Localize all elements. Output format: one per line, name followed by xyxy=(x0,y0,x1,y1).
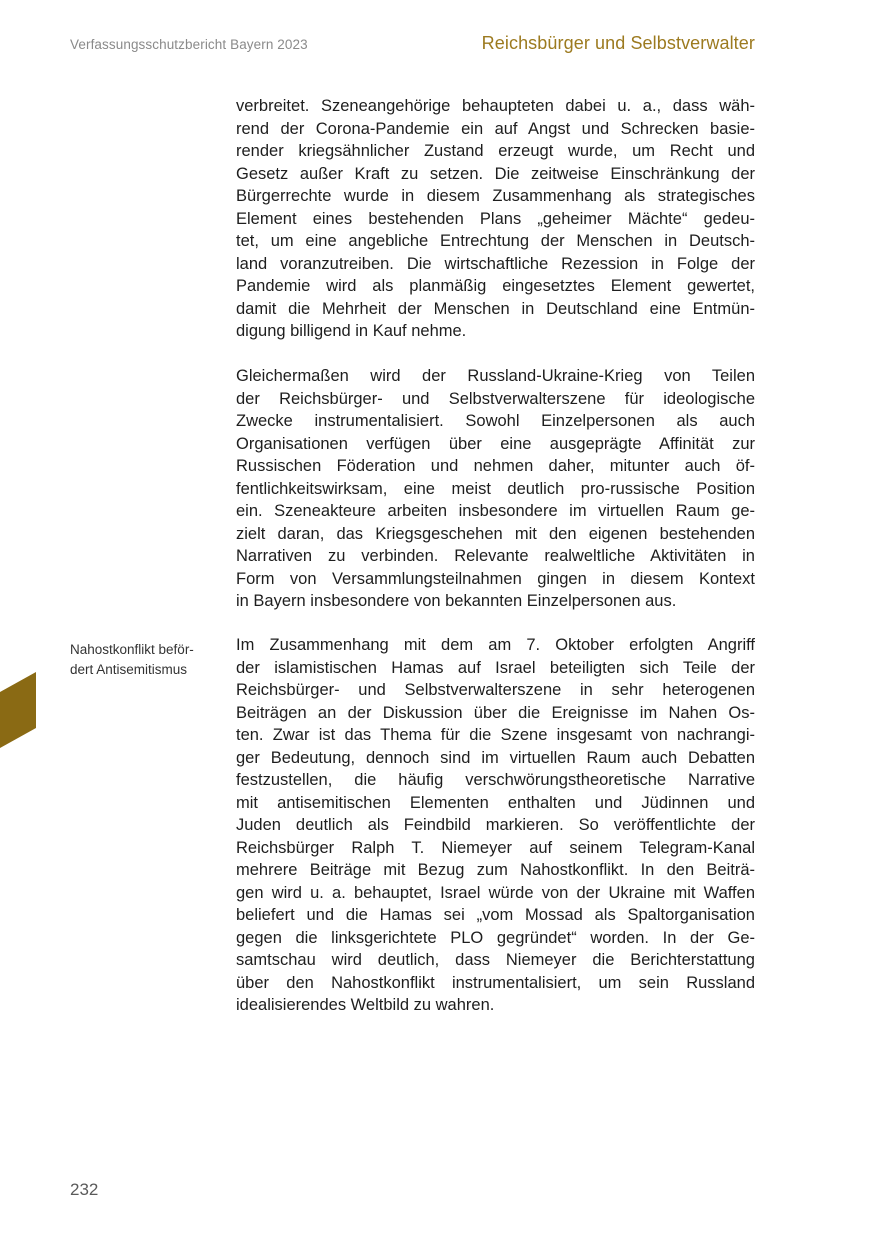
text-line: ten. Zwar ist das Thema für die Szene insgesamt von nachrangi- xyxy=(236,726,755,744)
text-line: Form von Versammlungsteilnahmen gingen in diesem Kontext xyxy=(236,569,755,588)
text-line: gegen die linksgerichtete PLO gegründet“ worden. In der Ge- xyxy=(236,928,755,947)
text-line: rend der Corona-Pandemie ein auf Angst und Schrecken basie- xyxy=(236,119,755,138)
paragraph-2 xyxy=(236,365,755,613)
text-line: ger Bedeutung, dennoch sind im virtuellen Raum auch Debatten xyxy=(236,748,755,767)
text-line: idealisierendes Weltbild zu wahren. xyxy=(236,996,495,1014)
text-line: Russischen Föderation und nehmen daher, mitunter auch öf- xyxy=(236,457,755,475)
margin-note-line: dert Antisemitismus xyxy=(70,662,188,677)
text-line: in Bayern insbesondere von bekannten Einzelpersonen aus. xyxy=(236,592,677,610)
text-line: der Reichsbürger- und Selbstverwalterszene für ideologische xyxy=(236,389,755,408)
text-line: mit antisemitischen Elementen enthalten und Jüdinnen und xyxy=(236,793,755,812)
text-line: Pandemie wird als planmäßig eingesetztes Element gewertet, xyxy=(236,277,755,295)
publication-title: Verfassungsschutzbericht Bayern 2023 xyxy=(70,37,308,52)
paragraph-1 xyxy=(236,95,755,343)
section-tab-marker xyxy=(0,672,36,748)
page-number: 232 xyxy=(70,1180,99,1199)
text-line: Im Zusammenhang mit dem am 7. Oktober erfolgten Angriff xyxy=(236,636,755,654)
text-line: über den Nahostkonflikt instrumentalisiert, um sein Russland xyxy=(236,973,755,992)
paragraph-3 xyxy=(236,634,755,1017)
text-line: damit die Mehrheit der Menschen in Deutschland eine Entmün- xyxy=(236,299,755,318)
chapter-title: Reichsbürger und Selbstverwalter xyxy=(481,33,755,53)
text-line: render kriegsähnlicher Zustand erzeugt wurde, um Recht und xyxy=(236,142,755,160)
text-line: mehrere Beiträge mit Bezug zum Nahostkonflikt. In den Beiträ- xyxy=(236,861,755,879)
text-line: tet, um eine angebliche Entrechtung der Menschen in Deutsch- xyxy=(236,232,755,250)
text-line: Beiträgen an der Diskussion über die Ereignisse im Nahen Os- xyxy=(236,703,755,722)
text-line: samtschau wird deutlich, dass Niemeyer die Berichterstattung xyxy=(236,951,755,969)
text-line: beliefert und die Hamas sei „vom Mossad als Spaltorganisation xyxy=(236,906,755,924)
margin-note-line: Nahostkonflikt beför- xyxy=(70,642,194,657)
text-line: festzustellen, die häufig verschwörungstheoretische Narrative xyxy=(236,771,755,789)
text-line: ein. Szeneakteure arbeiten insbesondere im virtuellen Raum ge- xyxy=(236,502,755,520)
text-line: Bürgerrechte wurde in diesem Zusammenhang als strategisches xyxy=(236,187,755,205)
text-line: der islamistischen Hamas auf Israel beteiligten sich Teile der xyxy=(236,658,755,677)
text-line: gen wird u. a. behauptet, Israel würde von der Ukraine mit Waffen xyxy=(236,883,755,902)
text-line: Element eines bestehenden Plans „geheimer Mächte“ gedeu- xyxy=(236,209,755,228)
text-line: Gesetz außer Kraft zu setzen. Die zeitweise Einschränkung der xyxy=(236,164,755,183)
text-line: zielt daran, das Kriegsgeschehen mit den eigenen bestehenden xyxy=(236,524,755,543)
text-line: Juden deutlich als Feindbild markieren. So veröffentlichte der xyxy=(236,816,755,834)
text-line: Narrativen zu verbinden. Relevante realweltliche Aktivitäten in xyxy=(236,547,755,565)
text-line: Gleichermaßen wird der Russland-Ukraine-Krieg von Teilen xyxy=(236,367,755,385)
text-line: Zwecke instrumentalisiert. Sowohl Einzelpersonen als auch xyxy=(236,412,755,430)
text-line: Organisationen verfügen über eine ausgeprägte Affinität zur xyxy=(236,434,755,453)
text-line: fentlichkeitswirksam, eine meist deutlich pro-russische Position xyxy=(236,479,755,498)
text-line: digung billigend in Kauf nehme. xyxy=(236,322,467,340)
margin-note xyxy=(70,640,220,680)
text-line: Reichsbürger Ralph T. Niemeyer auf seinem Telegram-Kanal xyxy=(236,838,755,857)
text-line: verbreitet. Szeneangehörige behaupteten dabei u. a., dass wäh- xyxy=(236,97,755,115)
text-line: Reichsbürger- und Selbstverwalterszene in sehr heterogenen xyxy=(236,681,755,699)
text-line: land voranzutreiben. Die wirtschaftliche Rezession in Folge der xyxy=(236,254,755,273)
